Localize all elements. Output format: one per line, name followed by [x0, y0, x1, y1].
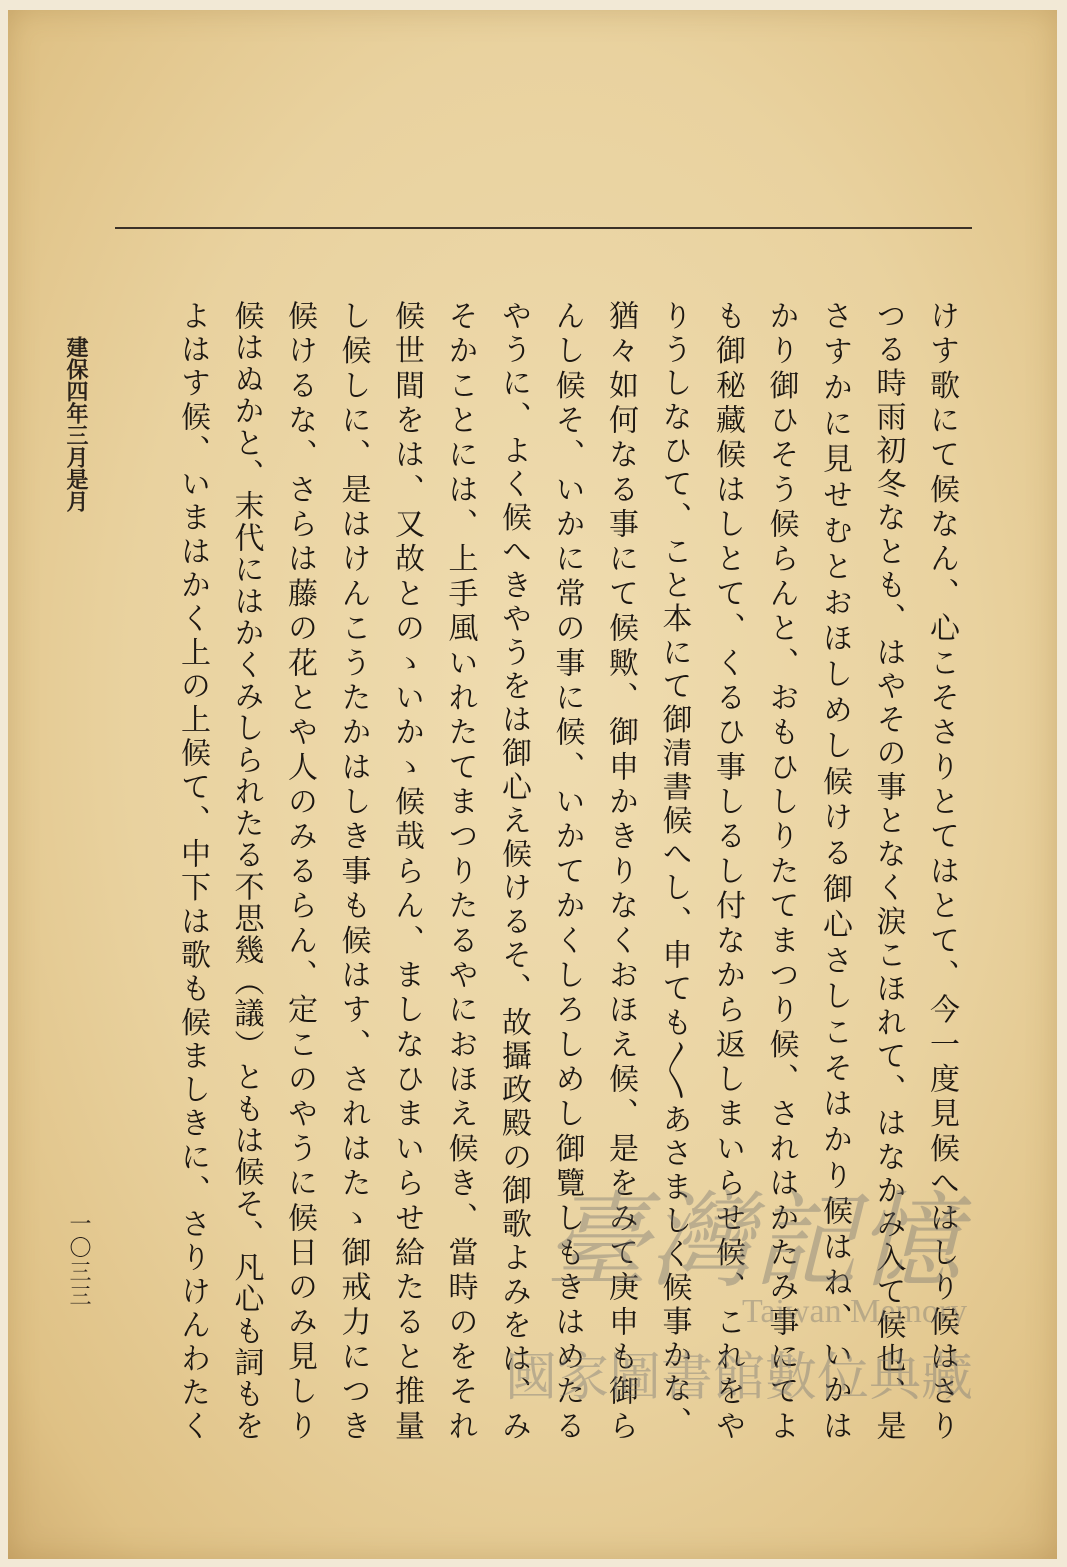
- text-column: さすかに見せむとおほしめし候ける御心さしこそはかり候はね、いかは: [817, 300, 852, 1440]
- text-column: りうしなひて、こと本にて御清書候へし、申ても〳〵あさましく候事かな、: [656, 300, 692, 1440]
- text-column: し候しに、是はけんこうたかはしき事も候はす、されはたゝ御戒力につき: [335, 300, 371, 1440]
- text-column: 候けるな、さらは藤の花とや人のみるらん、定このやうに候日のみ見しり: [282, 300, 317, 1440]
- text-column: 候はぬかと、末代にはかくみしられたる不思幾（議）ともは候そ、凡心も詞もを: [228, 300, 264, 1440]
- text-column: かり御ひそう候らんと、おもひしりたてまつり候、されはかたみ事にてよ: [763, 300, 799, 1440]
- watermark-institution: 國家圖書館數位典藏: [505, 1348, 974, 1408]
- header-rule: [115, 227, 972, 229]
- text-column: も御秘藏候はしとて、くるひ事しるし付なから返しまいらせ候、これをや: [710, 300, 745, 1440]
- text-column: 候世間をは、又故とのゝいかゝ候哉らん、ましなひまいらせ給たると推量: [389, 300, 424, 1440]
- text-column: けす歌にて候なん、心こそさりとてはとて、今一度見候へはしり候はさり: [924, 300, 959, 1440]
- text-column: つる時雨初冬なとも、はやその事となく涙こほれて、はなかみ入て候也、是: [870, 300, 906, 1440]
- text-column: よはす候、いまはかく上の上候て、中下は歌も候ましきに、さりけんわたく: [175, 300, 210, 1440]
- text-column: 猶々如何なる事にて候歟、御申かきりなくおほえ候、是をみて庚申も御ら: [603, 300, 638, 1440]
- text-column: そかことには、上手風いれたてまつりたるやにおほえ候き、當時のをそれ: [442, 300, 478, 1440]
- page-number: 一〇三三: [66, 1212, 91, 1308]
- text-column: やうに、よく候へきやうをは御心え候けるそ、故攝政殿の御歌よみをは、み: [496, 300, 531, 1440]
- margin-date-heading: 建保四年三月是月: [63, 336, 89, 512]
- watermark-title: 臺灣記憶: [545, 1180, 962, 1302]
- watermark-subtitle: Taiwan Memory: [742, 1293, 968, 1330]
- text-column: んし候そ、いかに常の事に候、いかてかくしろしめし御覽しもきはめたる: [549, 300, 585, 1440]
